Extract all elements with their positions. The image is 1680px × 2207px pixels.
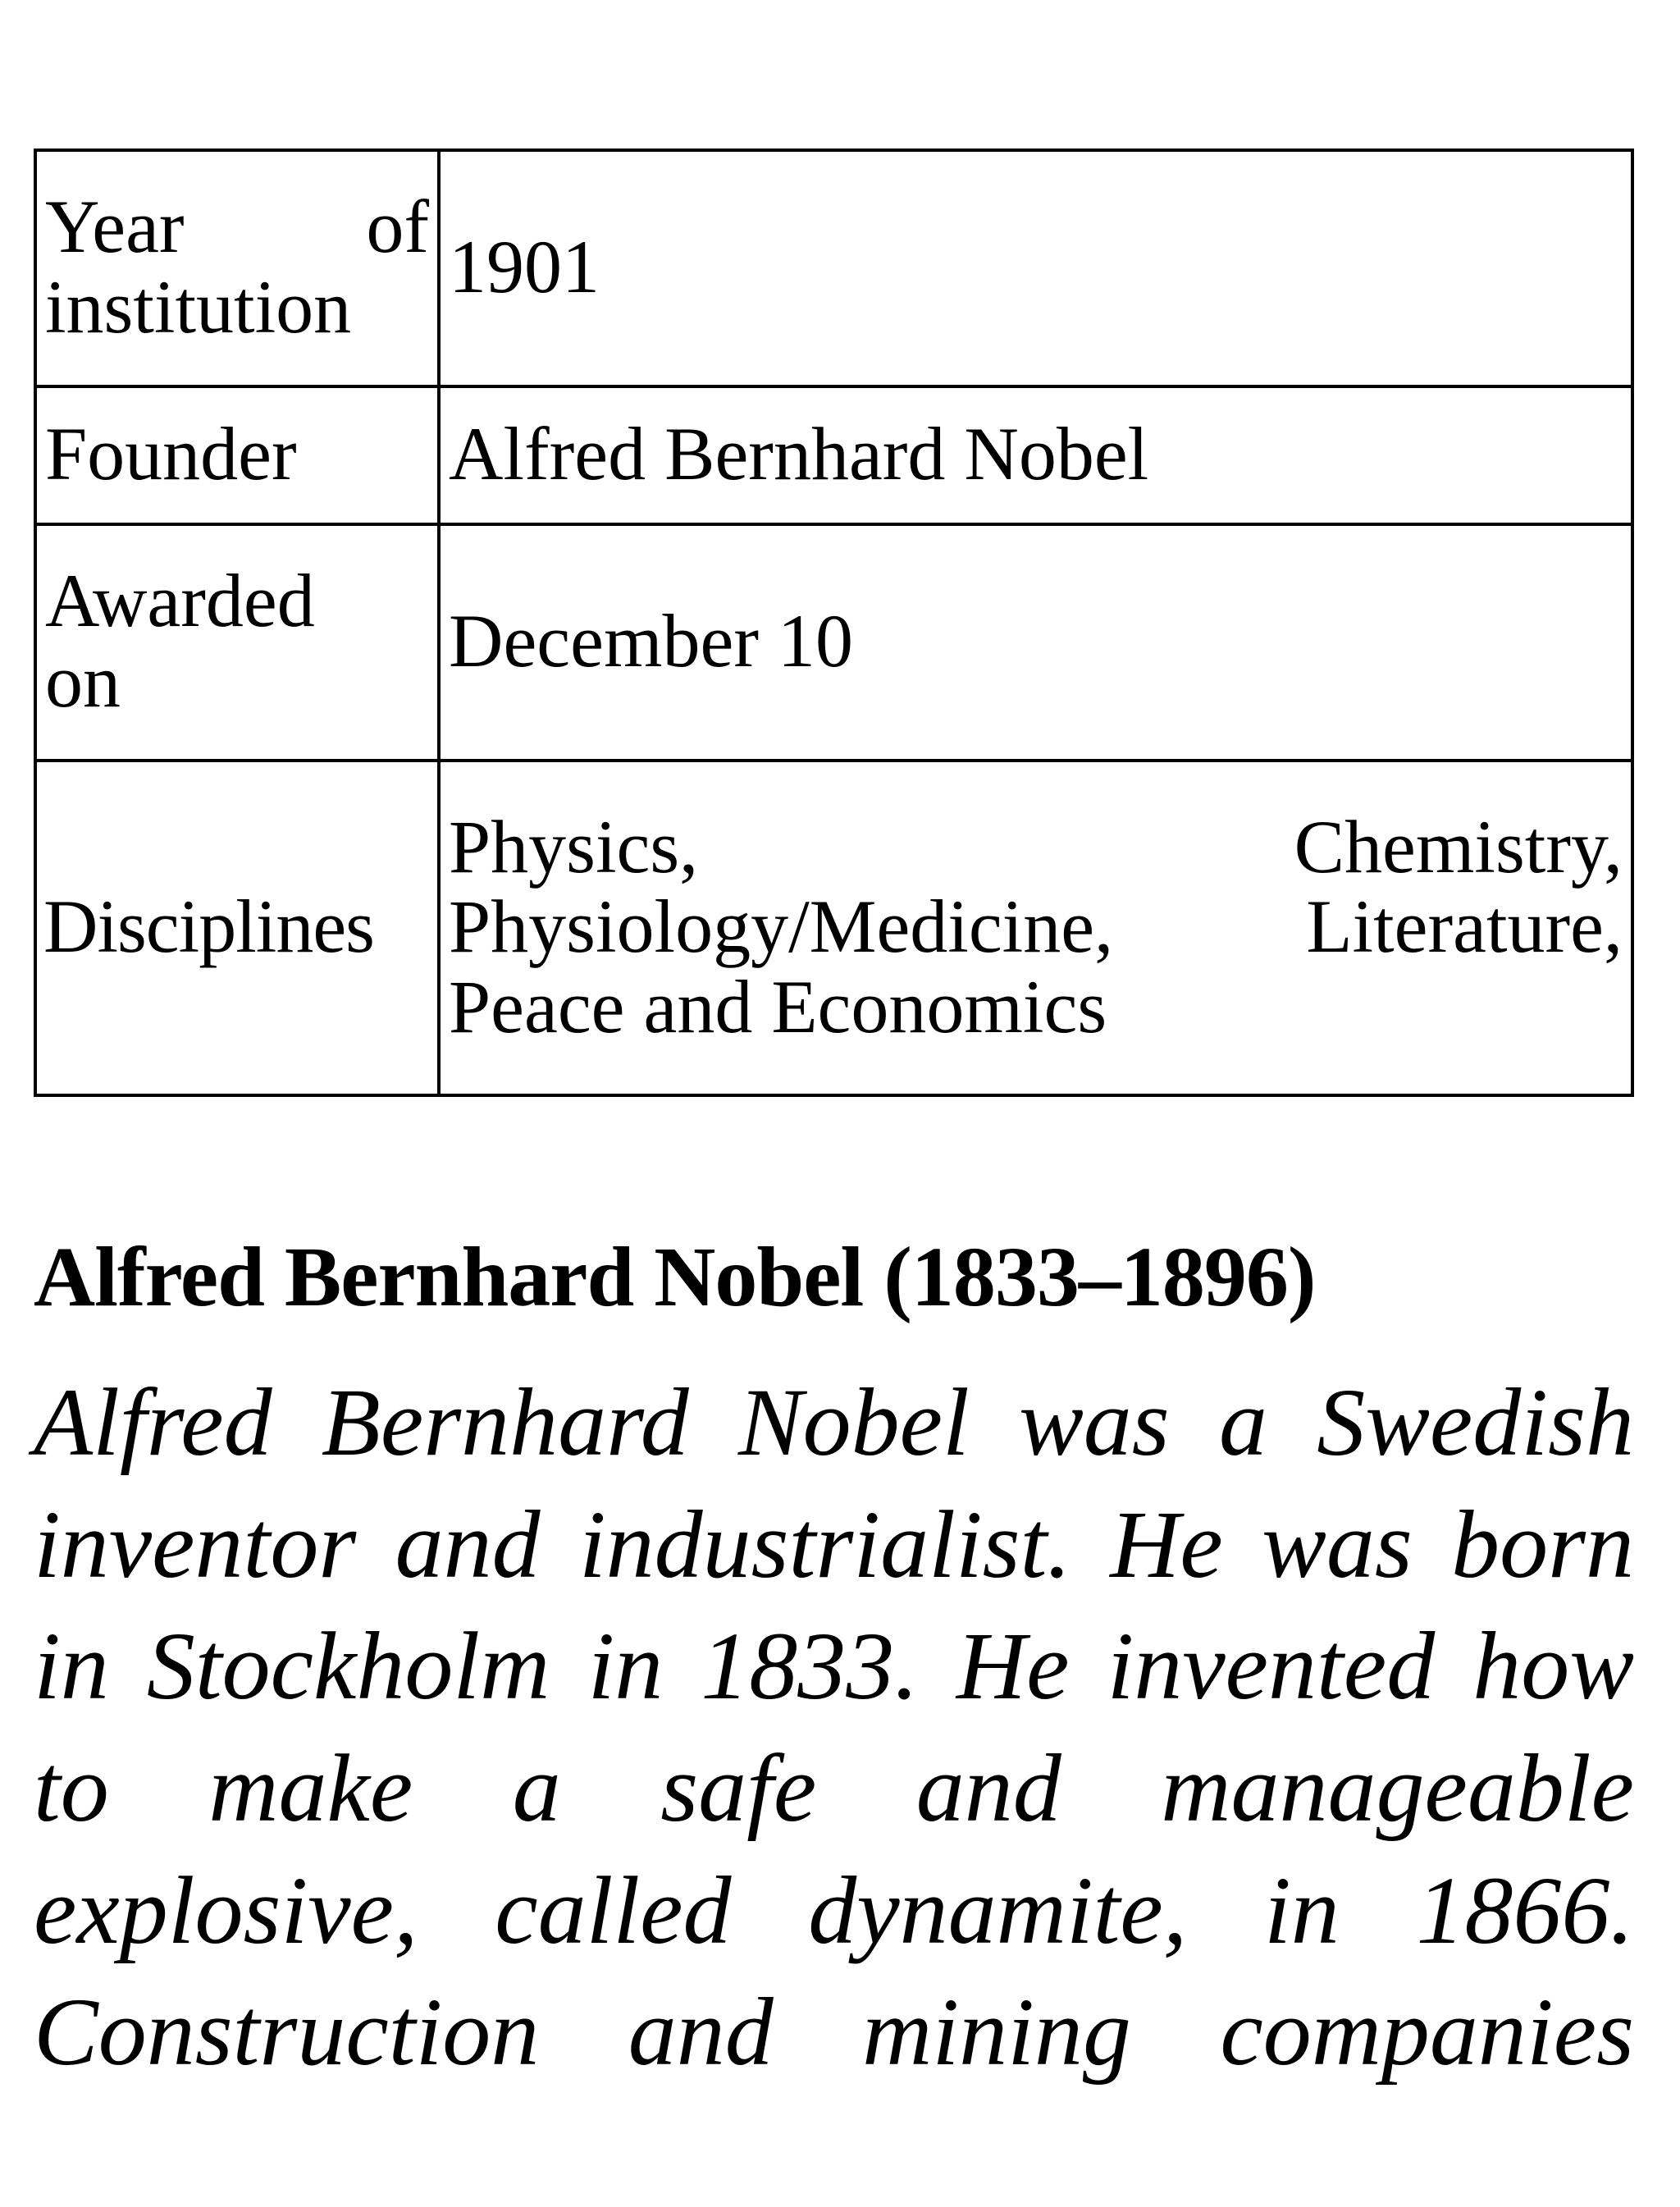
label-founder: Founder [35,386,439,524]
value-disciplines: Physics, Chemistry, Physiology/Medicine, Literature, Peace and Economics [439,761,1632,1095]
body-paragraph: Alfred Bernhard Nobel was a Swedish inventor and industrialist. He was born in Stockholm in 1833. He invented how to make a safe and manageable explosive, called dynamite, in 1866. Construction and mining companies [34,1369,1634,2086]
table-row-founder [35,386,1632,524]
label-awarded-on: Awarded on [35,524,439,761]
value-year-of-institution: 1901 [439,150,1632,386]
table-row-awarded [35,524,1632,761]
table-row-year [35,150,1632,386]
label-year-line-1: Year of [45,185,429,269]
table-row-disciplines [35,761,1632,1095]
label-year-of-institution [35,150,439,386]
value-founder: Alfred Bernhard Nobel [439,386,1632,524]
label-year-line-2: institution [45,265,352,349]
info-table [34,149,1634,1097]
section-heading: Alfred Bernhard Nobel (1833–1896) [34,1230,1316,1324]
label-disciplines: Disciplines [35,761,439,1095]
value-awarded-on: December 10 [439,524,1632,761]
